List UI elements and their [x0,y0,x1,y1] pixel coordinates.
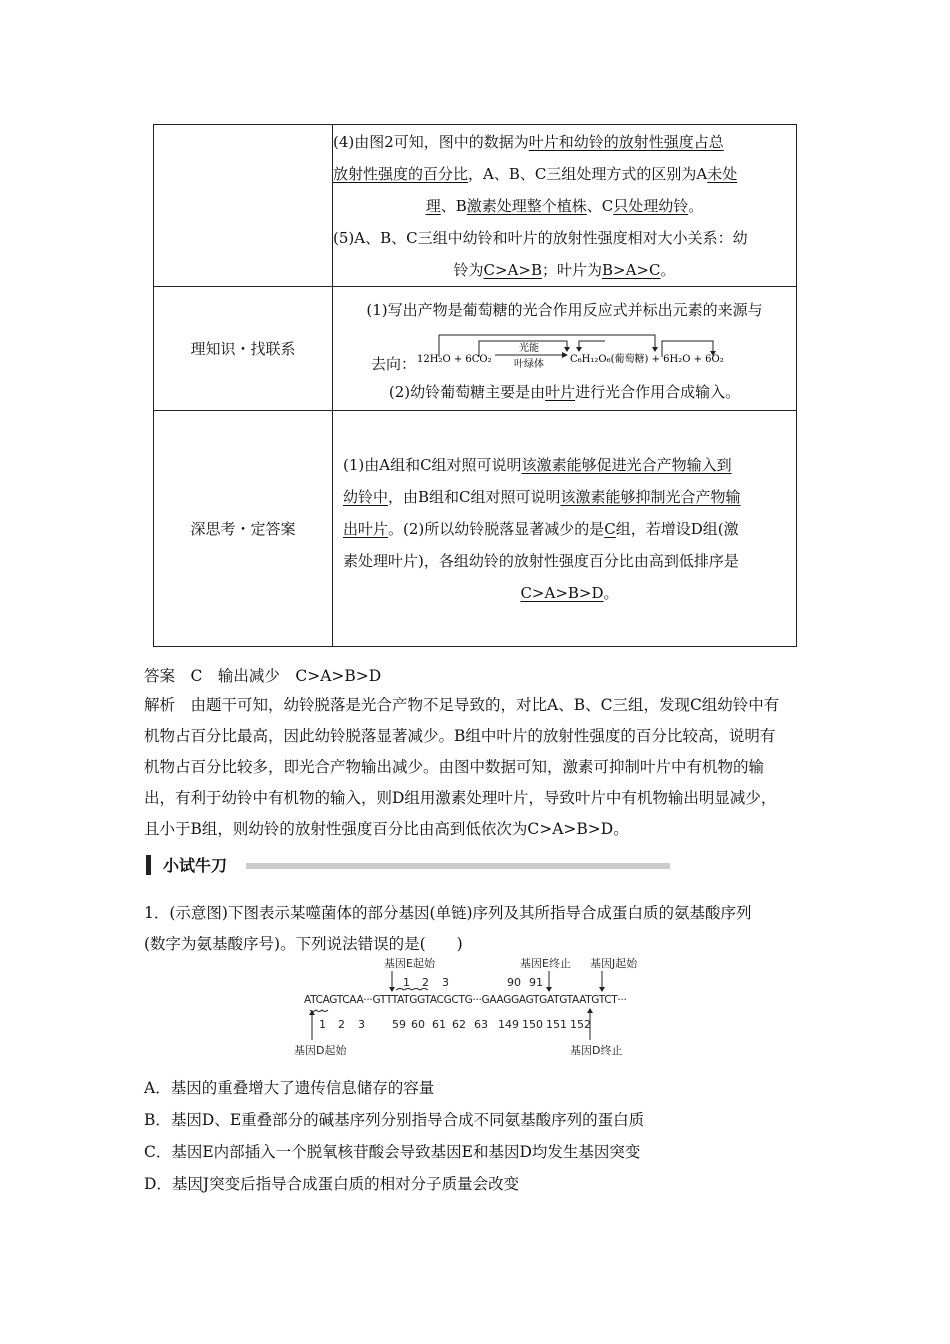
analysis-line: 机物占百分比最高，因此幼铃脱落显著减少。B组中叶片的放射性强度的百分比较高，说明有 [144,727,776,745]
underlined-answer: 叶片 [545,382,576,401]
eq-condition-top: 光能 [519,342,539,354]
gene-sequence-figure [294,952,660,1062]
centered-line [333,254,796,286]
analysis-line: 且小于B组，则幼铃的放射性强度百分比由高到低依次为C>A>B>D。 [144,820,629,838]
gene-d-end-label: 基因D终止 [570,1044,623,1057]
aa-number: 150 [522,1018,543,1031]
text: 进行光合作用合成输入。 [575,382,741,401]
aa-number: 2 [338,1018,345,1031]
analysis-block [144,690,804,845]
underlined-answer: 只处理幼铃 [613,196,689,215]
text: (5)A、B、C三组中幼铃和叶片的放射性强度相对大小关系：幼 [333,228,748,247]
aa-number: 3 [358,1018,365,1031]
aa-number: 3 [442,976,449,989]
aa-number: 151 [546,1018,567,1031]
question-line: 1．(示意图)下图表示某噬菌体的部分基因(单链)序列及其所指导合成蛋白质的氨基酸序列 [144,904,752,922]
underlined-answer: 该激素能够抑制光合产物输 [560,487,741,506]
row-content [333,287,797,411]
aa-number: 90 [507,976,521,989]
underlined-answer: 放射性强度的百分比 [333,164,469,183]
aa-number: 59 [392,1018,406,1031]
section-rule [246,863,670,869]
question-stem [144,898,804,960]
underlined-answer: 该激素能够促进光合产物输入到 [521,455,732,474]
eq-condition-bottom: 叶绿体 [514,358,544,370]
row-content [333,411,797,647]
eq-products: C₆H₁₂O₆(葡萄糖) + 6H₂O + 6O₂ [570,353,724,365]
aa-number: 91 [529,976,543,989]
knowledge-table [153,124,797,647]
text: 素处理叶片)，各组幼铃的放射性强度百分比由高到低排序是 [343,551,739,570]
aa-number: 152 [570,1018,591,1031]
photosynthesis-equation [417,321,757,375]
text: 去向： [371,354,417,373]
option-a: A．基因的重叠增大了遗传信息储存的容量 [144,1079,435,1097]
analysis-line: 解析 由题干可知，幼铃脱落是光合产物不足导致的，对比A、B、C三组，发现C组幼铃中有 [144,696,780,714]
text: ，由B组和C组对照可说明 [388,487,561,506]
text: 组，若增设D组(激 [615,519,739,538]
underlined-answer: 激素处理整个植株 [466,196,587,215]
underlined-answer: 理 [425,196,441,215]
text: 、C [586,196,614,215]
section-bar [146,855,151,875]
underlined-answer: C>A>B [483,260,542,279]
option-d: D．基因J突变后指导合成蛋白质的相对分子质量会改变 [144,1175,520,1193]
aa-number: 60 [411,1018,425,1031]
answer-line: 答案 C 输出减少 C>A>B>D [144,667,382,685]
underlined-answer: 幼铃中 [343,487,389,506]
centered-line [343,577,796,609]
text: (4)由图2可知，图中的数据为 [333,132,529,151]
eq-reactants: 12H₂O + 6CO₂ [417,353,492,365]
text: 铃为 [453,260,484,279]
text: ；叶片为 [541,260,602,279]
para-5 [333,222,796,286]
dna-sequence: ATCAGTCAA···GTTTATGGTACGCTG···GAAGGAGTGATGTAATGTCT··· [304,994,627,1006]
text: 。 [688,196,704,215]
centered-line [333,190,796,222]
underlined-answer: C [604,519,616,538]
option-b: B．基因D、E重叠部分的碱基序列分别指导合成不同氨基酸序列的蛋白质 [144,1111,645,1129]
aa-number: 1 [403,976,410,989]
analysis-line: 机物占百分比较多，即光合产物输出减少。由图中数据可知，激素可抑制叶片中有机物的输 [144,758,765,776]
aa-number: 63 [474,1018,488,1031]
para-4 [333,126,796,222]
question-line: (数字为氨基酸序号)。下列说法错误的是( ) [144,935,463,953]
table-row [154,125,797,287]
aa-number: 62 [452,1018,466,1031]
equation-row [333,323,796,377]
gene-e-end-label: 基因E终止 [520,957,571,970]
aa-number: 1 [319,1018,326,1031]
table-row [154,287,797,411]
answer-text [343,449,796,609]
row-label: 深思考・定答案 [154,411,333,647]
text: 、B [440,196,467,215]
underlined-answer: 出叶片 [343,519,389,538]
underlined-answer: 叶片和幼铃的放射性强度占总 [528,132,724,151]
underlined-answer: C>A>B>D [520,583,604,602]
section-header [146,853,526,877]
gene-e-start-label: 基因E起始 [384,957,435,970]
text: (2)幼铃葡萄糖主要是由 [388,382,546,401]
underlined-answer: B>A>C [602,260,661,279]
text: 。 [603,583,619,602]
analysis-line: 出，有利于幼铃中有机物的输入，则D组用激素处理叶片，导致叶片中有机物输出明显减少， [144,789,777,807]
text: (1)写出产物是葡萄糖的光合作用反应式并标出元素的来源与 [366,300,763,319]
gene-d-start-label: 基因D起始 [294,1044,347,1057]
text: ，A、B、C三组处理方式的区别为A [468,164,708,183]
text: (1)由A组和C组对照可说明 [343,455,522,474]
gene-j-start-label: 基因J起始 [590,957,638,970]
option-c: C．基因E内部插入一个脱氧核苷酸会导致基因E和基因D均发生基因突变 [144,1143,641,1161]
underlined-answer: 未处 [707,164,738,183]
text: 。 [660,260,676,279]
text: 。(2)所以幼铃脱落显著减少的是 [388,519,605,538]
section-title: 小试牛刀 [163,856,228,875]
para-2 [333,379,796,405]
row-label [154,125,333,287]
table-row [154,411,797,647]
row-content [333,125,797,287]
aa-number: 61 [432,1018,446,1031]
row-label: 理知识・找联系 [154,287,333,411]
aa-number: 2 [422,976,429,989]
aa-number: 149 [498,1018,519,1031]
